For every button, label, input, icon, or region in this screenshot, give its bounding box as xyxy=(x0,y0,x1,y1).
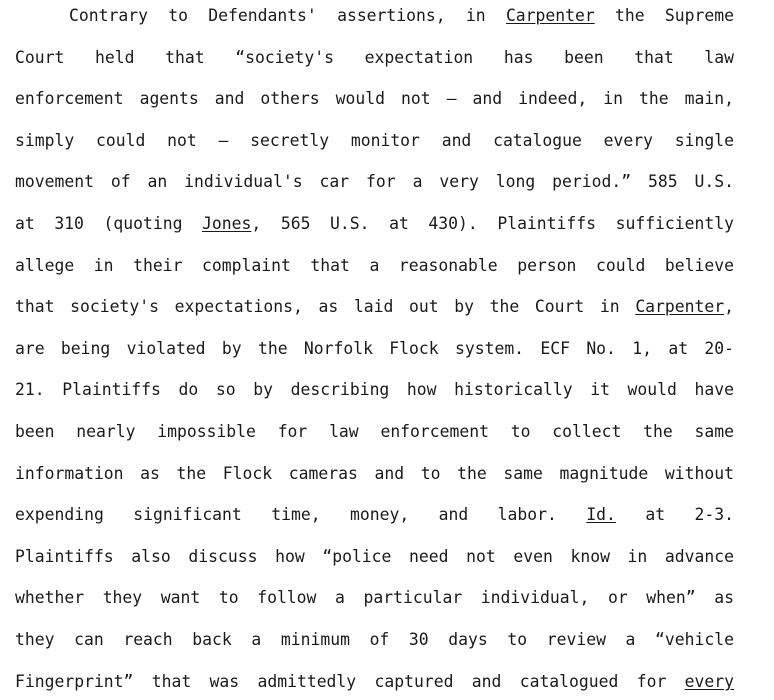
text-line xyxy=(15,546,734,568)
text-segment: Plaintiffs also discuss how “police need not even know in advance xyxy=(15,546,734,566)
text-segment: movement of an individual's car for a very long period.” 585 U.S. xyxy=(15,172,734,192)
text-segment: at 2-3. xyxy=(615,505,734,525)
text-segment: information as the Flock cameras and to the same magnitude without xyxy=(15,463,734,483)
text-segment: been nearly impossible for law enforcement to collect the same xyxy=(15,422,734,441)
text-segment: Fingerprint” that was admittedly captured and catalogued for xyxy=(15,671,685,691)
case-citation: Carpenter xyxy=(505,6,595,25)
text-segment: whether they want to follow a particular individual, or when” as xyxy=(15,588,734,608)
text-segment: simply could not — secretly monitor and catalogue every single xyxy=(15,130,734,150)
text-segment: they can reach back a minimum of 30 days to review a “vehicle xyxy=(15,630,734,649)
text-line xyxy=(15,296,734,318)
text-line xyxy=(15,171,734,193)
text-segment: Court held that “society's expectation has been that law xyxy=(15,47,734,67)
text-segment: expending significant time, money, and labor. xyxy=(15,505,587,525)
case-citation: every xyxy=(684,671,734,691)
text-segment: , 565 U.S. at 430). Plaintiffs sufficiently xyxy=(251,214,734,233)
text-line xyxy=(15,463,734,485)
case-citation: Id. xyxy=(586,505,616,525)
text-line xyxy=(15,88,734,110)
text-segment: that society's expectations, as laid out by the Court in xyxy=(15,297,636,317)
text-segment: allege in their complaint that a reasonable person could believe xyxy=(15,255,734,275)
text-line xyxy=(15,587,734,609)
text-line xyxy=(15,421,734,443)
text-line xyxy=(15,213,734,235)
text-segment: at 310 (quoting xyxy=(15,214,203,233)
text-line xyxy=(15,130,734,152)
text-segment: are being violated by the Norfolk Flock system. ECF No. 1, at 20- xyxy=(15,338,734,358)
text-line xyxy=(15,255,734,277)
text-segment: Contrary to Defendants' assertions, in xyxy=(69,6,506,25)
text-line xyxy=(15,5,734,27)
text-segment: the Supreme xyxy=(594,6,734,25)
case-citation: Carpenter xyxy=(635,297,725,317)
text-segment: 21. Plaintiffs do so by describing how historically it would have xyxy=(15,380,734,400)
text-line xyxy=(15,504,734,526)
case-citation: Jones xyxy=(202,214,252,233)
text-line xyxy=(15,338,734,360)
text-line xyxy=(15,629,734,651)
text-line xyxy=(15,47,734,69)
text-line xyxy=(15,379,734,401)
text-line xyxy=(15,671,734,693)
text-segment: , xyxy=(724,297,734,317)
text-segment: enforcement agents and others would not — and indeed, in the main, xyxy=(15,89,734,109)
